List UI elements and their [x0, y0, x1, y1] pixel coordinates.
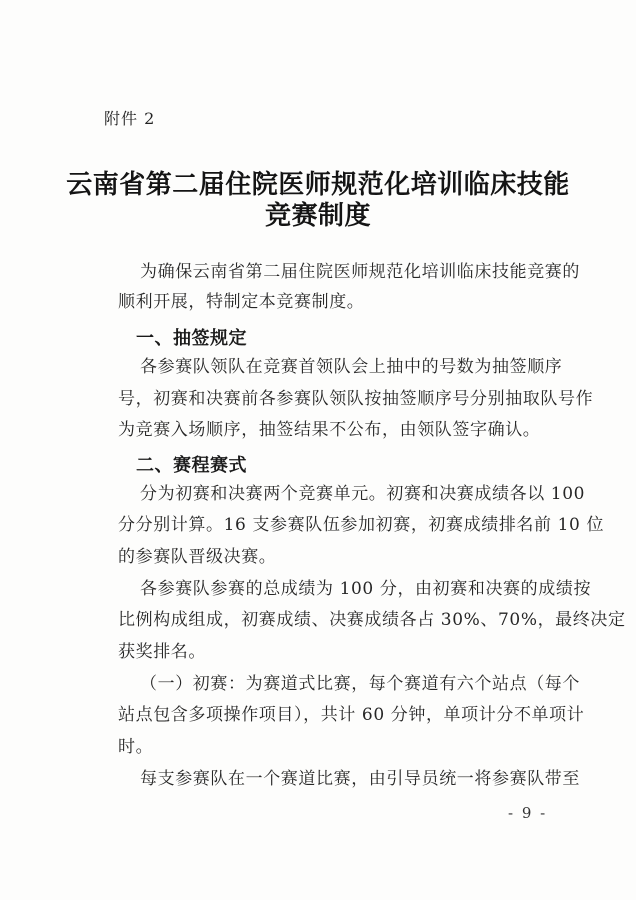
document-title-line-2: 竞赛制度 [264, 201, 371, 231]
document-title-line-1: 云南省第二届住院医师规范化培训临床技能 [66, 170, 570, 200]
section-2-para-1-line-2: 分分别计算。16 支参赛队伍参加初赛，初赛成绩排名前 10 位 [118, 515, 605, 535]
section-1-heading: 一、抽签规定 [136, 328, 247, 349]
section-2-para-4-line-1: 每支参赛队在一个赛道比赛，由引导员统一将参赛队带至 [140, 769, 580, 789]
attachment-label: 附件 2 [104, 109, 156, 128]
section-2-heading: 二、赛程赛式 [136, 455, 247, 476]
section-2-para-1-line-3: 的参赛队晋级决赛。 [118, 547, 277, 567]
section-1-line-2: 号，初赛和决赛前各参赛队领队按抽签顺序号分别抽取队号作 [118, 389, 594, 409]
section-2-para-2-line-1: 各参赛队参赛的总成绩为 100 分，由初赛和决赛的成绩按 [140, 579, 592, 599]
section-2-para-3-line-3: 时。 [118, 737, 154, 757]
section-1-line-3: 为竞赛入场顺序，抽签结果不公布，由领队签字确认。 [118, 420, 541, 440]
section-2-para-3-line-1: （一）初赛：为赛道式比赛，每个赛道有六个站点（每个 [140, 674, 580, 694]
section-2-para-3-line-2: 站点包含多项操作项目），共计 60 分钟，单项计分不单项计 [118, 705, 585, 725]
intro-line-2: 顺利开展，特制定本竞赛制度。 [118, 292, 365, 312]
section-2-para-1-line-1: 分为初赛和决赛两个竞赛单元。初赛和决赛成绩各以 100 [140, 484, 586, 504]
page-number: - 9 - [508, 804, 548, 822]
section-2-para-2-line-3: 获奖排名。 [118, 642, 206, 662]
intro-line-1: 为确保云南省第二届住院医师规范化培训临床技能竞赛的 [140, 262, 580, 282]
section-1-line-1: 各参赛队领队在竞赛首领队会上抽中的号数为抽签顺序 [140, 357, 563, 377]
section-2-para-2-line-2: 比例构成组成，初赛成绩、决赛成绩各占 30%、70%，最终决定 [118, 610, 626, 630]
